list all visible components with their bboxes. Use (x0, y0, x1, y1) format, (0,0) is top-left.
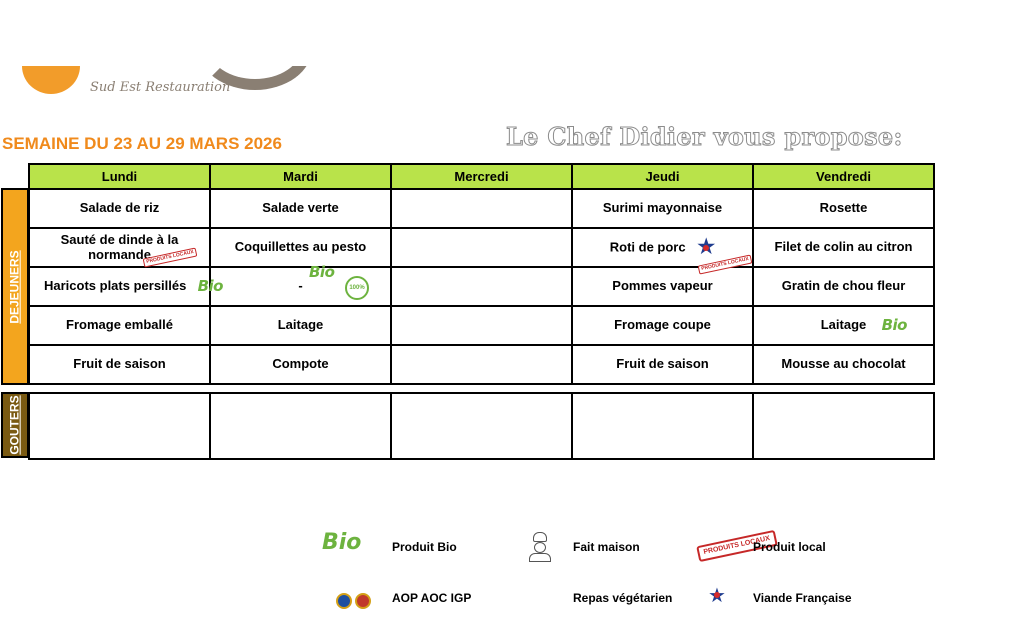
menu-row-plat (29, 228, 934, 267)
dish-name: Sauté de dinde à la normande (60, 231, 179, 262)
menu-cell (753, 306, 934, 345)
seal-100-icon: 100% (345, 276, 369, 300)
menu-cell (753, 189, 934, 228)
gouter-cell (29, 393, 210, 459)
dish-name: Fruit de saison (616, 356, 709, 372)
menu-cell (572, 345, 753, 384)
dish-name: Fruit de saison (73, 356, 166, 372)
dish-name: Gratin de chou fleur (781, 278, 906, 294)
produit-local-stamp-icon: PRODUITS LOCAUX (697, 254, 752, 274)
day-header-row (29, 164, 934, 189)
menu-cell (391, 189, 572, 228)
legend-aop-label: AOP AOC IGP (392, 591, 472, 605)
viande-francaise-icon (697, 239, 715, 257)
bio-icon: Bio (197, 277, 223, 295)
produit-local-stamp-icon: PRODUITS LOCAUX (142, 247, 197, 267)
day-header-vendredi: Vendredi (753, 164, 934, 189)
dish-name: Rosette (819, 200, 868, 216)
menu-row-fromage (29, 306, 934, 345)
menu-cell (753, 267, 934, 306)
menu-cell (391, 306, 572, 345)
menu-cell (391, 228, 572, 267)
menu-cell (29, 345, 210, 384)
legend-aop-icon (336, 593, 352, 609)
gouter-cell (572, 393, 753, 459)
menu-cell (391, 345, 572, 384)
dish-name: Compote (272, 356, 329, 372)
menu-row-dessert (29, 345, 934, 384)
gouters-label (1, 392, 29, 458)
dejeuners-table (28, 163, 935, 385)
dish-name: Fromage emballé (66, 317, 173, 333)
dish-name: Laitage (820, 317, 867, 333)
menu-row-accompagnement (29, 267, 934, 306)
day-header-jeudi: Jeudi (572, 164, 753, 189)
legend-bio-icon: Bio (322, 530, 362, 555)
menu-cell (753, 345, 934, 384)
legend-fait-maison-label: Fait maison (573, 540, 640, 554)
menu-cell (391, 267, 572, 306)
dejeuners-label (1, 188, 29, 385)
menu-cell (210, 189, 391, 228)
menu-cell (210, 228, 391, 267)
legend-fait-maison-icon (527, 532, 555, 564)
dish-name: Haricots plats persillés (44, 278, 187, 294)
dish-name: Surimi mayonnaise (602, 200, 723, 216)
menu-cell (572, 189, 753, 228)
dish-name: Salade de riz (79, 200, 160, 216)
legend-bio-label: Produit Bio (392, 540, 457, 554)
menu-cell (29, 189, 210, 228)
menu-cell (210, 263, 391, 306)
bio-icon: Bio (309, 263, 335, 281)
legend-viande-francaise-label: Viande Française (753, 591, 852, 605)
menu-cell (572, 306, 753, 345)
day-header-mercredi: Mercredi (391, 164, 572, 189)
week-title: SEMAINE DU 23 AU 29 MARS 2026 (2, 134, 282, 153)
dejeuners-label-text: DEJEUNERS (8, 249, 23, 324)
legend-viande-francaise-icon (708, 586, 732, 610)
gouter-cell (753, 393, 934, 459)
dish-name: Pommes vapeur (612, 278, 713, 294)
dish-name: Coquillettes au pesto (234, 239, 367, 255)
gouters-table (28, 392, 935, 460)
logo-sun-shape (22, 66, 80, 94)
dish-name: Filet de colin au citron (774, 239, 913, 255)
menu-cell (210, 345, 391, 384)
menu-row-entree (29, 189, 934, 228)
gouter-cell (391, 393, 572, 459)
bio-icon: Bio (881, 316, 907, 334)
legend-vegetarien-label: Repas végétarien (573, 591, 673, 605)
menu-cell (753, 228, 934, 267)
dish-name: - (298, 278, 303, 294)
dish-name: Mousse au chocolat (781, 356, 906, 372)
dish-name: Fromage coupe (614, 317, 711, 333)
menu-cell (29, 228, 210, 267)
legend-aoc-icon (355, 593, 371, 609)
gouters-label-text: GOUTERS (8, 395, 22, 455)
menu-cell (572, 256, 753, 306)
menu-cell (210, 306, 391, 345)
dish-name: Roti de porc (609, 238, 686, 254)
gouter-cell (210, 393, 391, 459)
day-header-mardi: Mardi (210, 164, 391, 189)
gouters-row (29, 393, 934, 459)
legend-produit-local-icon: PRODUITS LOCAUX (696, 530, 777, 562)
dish-name: Laitage (277, 317, 324, 333)
legend-produit-local-label: Produit local (753, 540, 826, 554)
dish-name: Salade verte (262, 200, 339, 216)
day-header-lundi: Lundi (29, 164, 210, 189)
menu-cell (29, 306, 210, 345)
company-logo (0, 66, 320, 106)
logo-text: Sud Est Restauration (90, 80, 231, 95)
menu-cell (29, 267, 223, 306)
chef-title: Le Chef Didier vous propose: (506, 122, 903, 151)
